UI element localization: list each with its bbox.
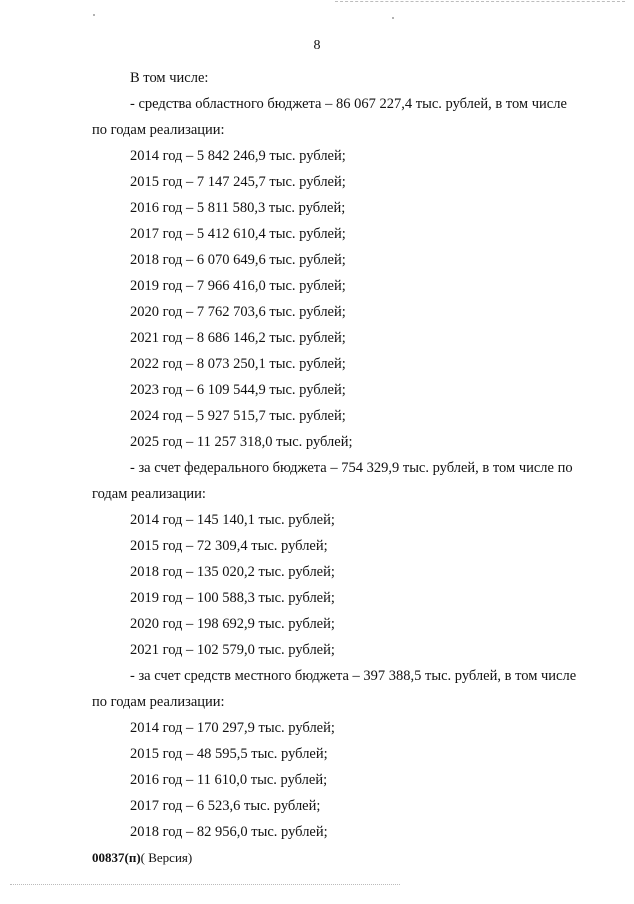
year-amount-item: 2020 год – 198 692,9 тыс. рублей; [130,616,335,632]
year-amount-item: 2014 год – 145 140,1 тыс. рублей; [130,512,335,528]
year-amount-item: 2014 год – 5 842 246,9 тыс. рублей; [130,148,346,164]
page-number: 8 [313,38,321,53]
year-amount-item: 2017 год – 6 523,6 тыс. рублей; [130,798,321,814]
year-amount-item: 2018 год – 135 020,2 тыс. рублей; [130,564,335,580]
funding-source-line: - за счет федерального бюджета – 754 329,9 тыс. рублей, в том числе по [130,460,573,476]
year-amount-item: 2022 год – 8 073 250,1 тыс. рублей; [130,356,346,372]
intro-line: В том числе: [130,70,209,86]
scan-artifact-top [335,1,625,3]
year-amount-item: 2021 год – 8 686 146,2 тыс. рублей; [130,330,346,346]
year-amount-item: 2015 год – 7 147 245,7 тыс. рублей; [130,174,346,190]
year-amount-item: 2025 год – 11 257 318,0 тыс. рублей; [130,434,353,450]
year-amount-item: 2018 год – 82 956,0 тыс. рублей; [130,824,328,840]
scan-speck [93,14,95,16]
funding-source-continuation: по годам реализации: [92,122,225,138]
year-amount-item: 2018 год – 6 070 649,6 тыс. рублей; [130,252,346,268]
scan-artifact-bottom [10,884,400,886]
year-amount-item: 2024 год – 5 927 515,7 тыс. рублей; [130,408,346,424]
year-amount-item: 2019 год – 7 966 416,0 тыс. рублей; [130,278,346,294]
year-amount-item: 2016 год – 11 610,0 тыс. рублей; [130,772,328,788]
document-code: 00837(п) [92,850,141,865]
year-amount-item: 2021 год – 102 579,0 тыс. рублей; [130,642,335,658]
funding-source-line: - средства областного бюджета – 86 067 227,4 тыс. рублей, в том числе [130,96,567,112]
funding-source-continuation: годам реализации: [92,486,206,502]
funding-source-continuation: по годам реализации: [92,694,225,710]
scan-speck [392,17,394,19]
year-amount-item: 2015 год – 48 595,5 тыс. рублей; [130,746,328,762]
funding-source-line: - за счет средств местного бюджета – 397 388,5 тыс. рублей, в том числе [130,668,577,684]
year-amount-item: 2014 год – 170 297,9 тыс. рублей; [130,720,335,736]
year-amount-item: 2023 год – 6 109 544,9 тыс. рублей; [130,382,346,398]
document-footer [92,850,192,866]
year-amount-item: 2019 год – 100 588,3 тыс. рублей; [130,590,335,606]
document-version: ( Версия) [140,850,193,865]
year-amount-item: 2015 год – 72 309,4 тыс. рублей; [130,538,328,554]
year-amount-item: 2017 год – 5 412 610,4 тыс. рублей; [130,226,346,242]
year-amount-item: 2016 год – 5 811 580,3 тыс. рублей; [130,200,346,216]
year-amount-item: 2020 год – 7 762 703,6 тыс. рублей; [130,304,346,320]
document-body [92,65,597,845]
